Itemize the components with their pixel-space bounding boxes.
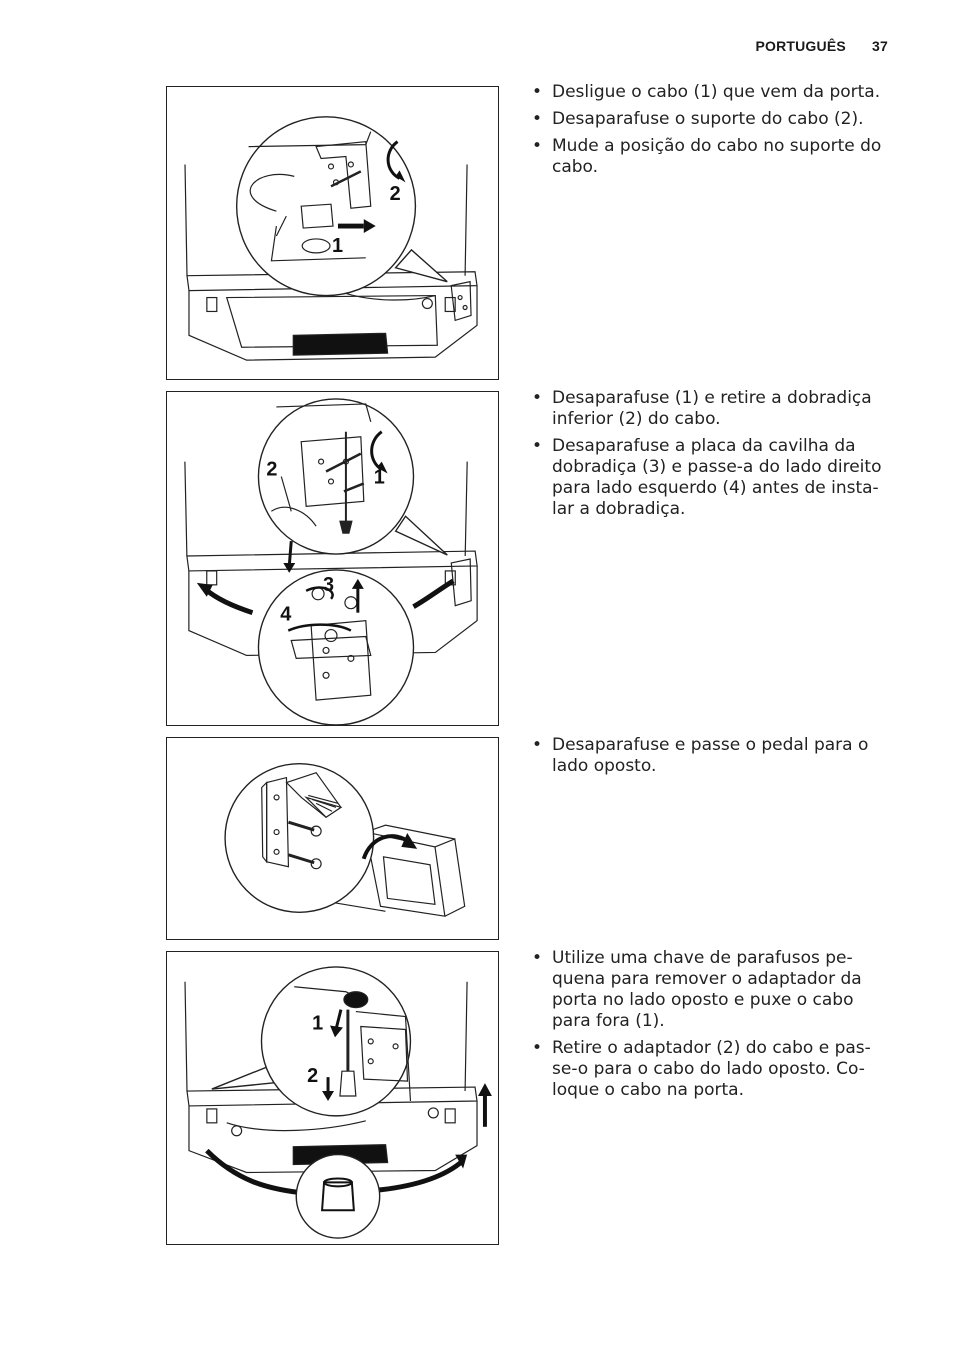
- instructions-step-3: [532, 735, 892, 783]
- callout-2: 2: [266, 458, 278, 481]
- illustration-adapter: [167, 952, 498, 1244]
- callout-3: 3: [323, 573, 335, 596]
- instruction-item: • Retire o adaptador (2) do cabo e pas-se-o para o cabo do lado oposto. Co-loque o cabo na porta.: [532, 1038, 892, 1101]
- page-number: 37: [872, 38, 888, 54]
- instruction-item: • Desligue o cabo (1) que vem da porta.: [532, 82, 892, 103]
- illustration-cable-support: [167, 87, 498, 379]
- callout-1: 1: [312, 1012, 324, 1035]
- illustration-hinge: [167, 392, 498, 725]
- page-header: [755, 38, 888, 54]
- instruction-item: • Desaparafuse e passe o pedal para o lado oposto.: [532, 735, 892, 777]
- callout-2: 2: [389, 183, 401, 206]
- callout-1: 1: [332, 234, 344, 257]
- figure-cable-adapter: [166, 951, 499, 1245]
- callout-1: 1: [373, 466, 385, 489]
- instructions-step-1: [532, 82, 892, 184]
- instructions-step-2: [532, 388, 892, 526]
- figure-pedal: [166, 737, 499, 940]
- callout-2: 2: [307, 1065, 319, 1088]
- instruction-item: • Desaparafuse a placa da cavilha da dobradiça (3) e passe-a do lado direito para lado esquerdo (4) antes de insta-lar a dobradiça.: [532, 436, 892, 520]
- header-language: PORTUGUÊS: [755, 38, 846, 54]
- callout-4: 4: [280, 603, 292, 626]
- instruction-item: • Mude a posição do cabo no suporte do cabo.: [532, 136, 892, 178]
- instructions-step-4: [532, 948, 892, 1107]
- figure-hinge-removal: [166, 391, 499, 726]
- instruction-item: • Utilize uma chave de parafusos pe-quena para remover o adaptador da porta no lado oposto e puxe o cabo para fora (1).: [532, 948, 892, 1032]
- illustration-pedal: [167, 738, 498, 939]
- instruction-item: • Desaparafuse (1) e retire a dobradiça inferior (2) do cabo.: [532, 388, 892, 430]
- figure-cable-disconnect: [166, 86, 499, 380]
- instruction-item: • Desaparafuse o suporte do cabo (2).: [532, 109, 892, 130]
